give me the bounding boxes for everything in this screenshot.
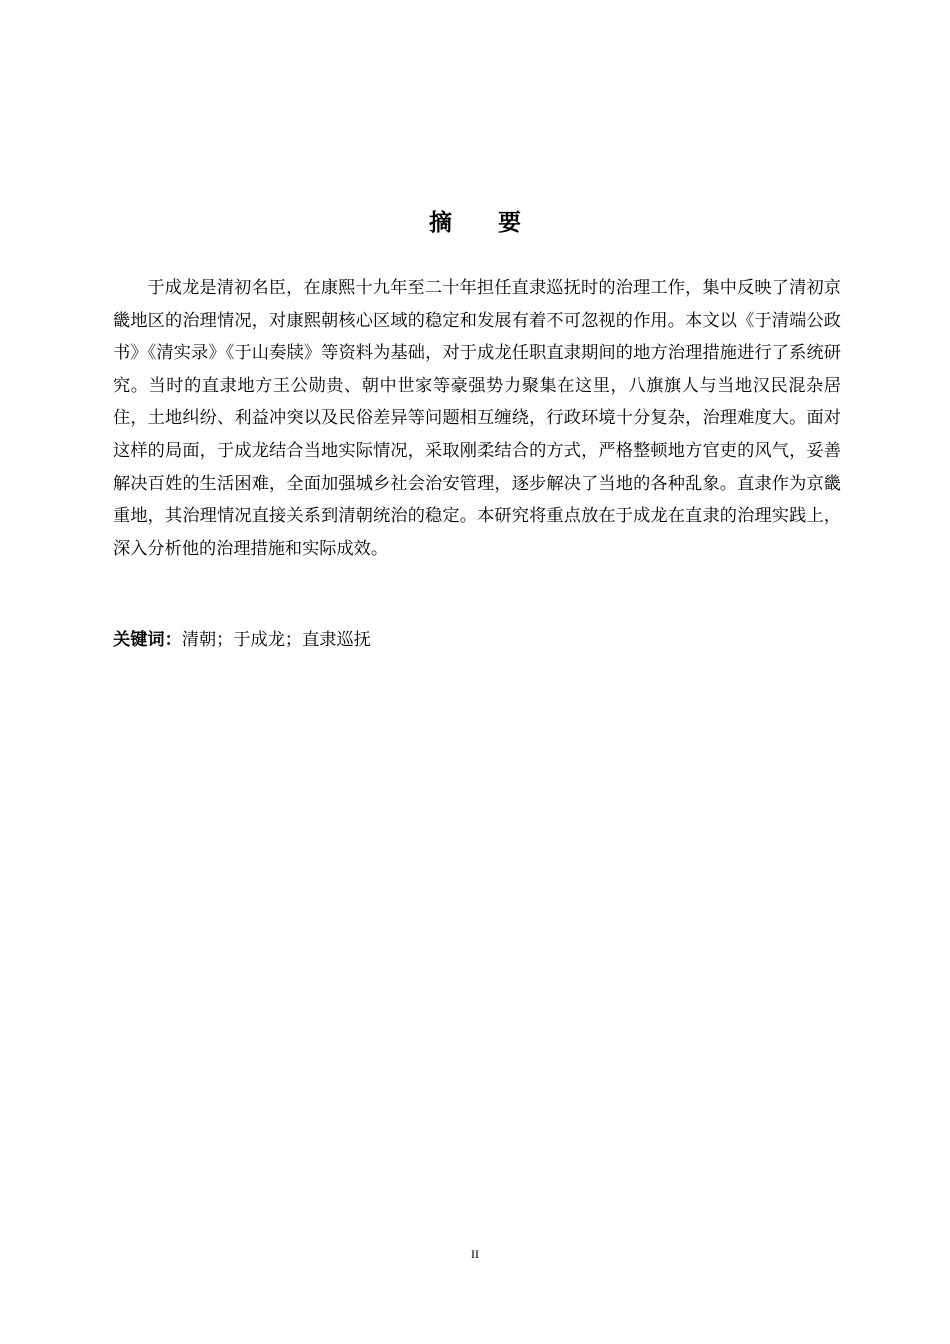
abstract-paragraph: 于成龙是清初名臣，在康熙十九年至二十年担任直隶巡抚时的治理工作，集中反映了清初京畿地区的治理情况，对康熙朝核心区域的稳定和发展有着不可忽视的作用。本文以《于清端公政书》《清实录》《于山奏牍》等资料为基础，对于成龙任职直隶期间的地方治理措施进行了系统研究。当时的直隶地方王公勋贵、朝中世家等豪强势力聚集在这里，八旗旗人与当地汉民混杂居住，土地纠纷、利益冲突以及民俗差异等问题相互缠绕，行政环境十分复杂，治理难度大。面对这样的局面，于成龙结合当地实际情况，采取刚柔结合的方式，严格整顿地方官吏的风气，妥善解决百姓的生活困难，全面加强城乡社会治安管理，逐步解决了当地的各种乱象。直隶作为京畿重地，其治理情况直接关系到清朝统治的稳定。本研究将重点放在于成龙在直隶的治理实践上，深入分析他的治理措施和实际成效。 bbox=[113, 278, 841, 559]
page-number: II bbox=[471, 1247, 479, 1261]
abstract-heading bbox=[0, 205, 950, 241]
keywords-label: 关键词： bbox=[113, 630, 182, 650]
keywords-line bbox=[113, 624, 841, 656]
keywords-list: 清朝；于成龙；直隶巡抚 bbox=[181, 630, 371, 650]
abstract-heading-char-1: 摘 bbox=[429, 210, 452, 236]
abstract-heading-char-2: 要 bbox=[498, 210, 521, 236]
